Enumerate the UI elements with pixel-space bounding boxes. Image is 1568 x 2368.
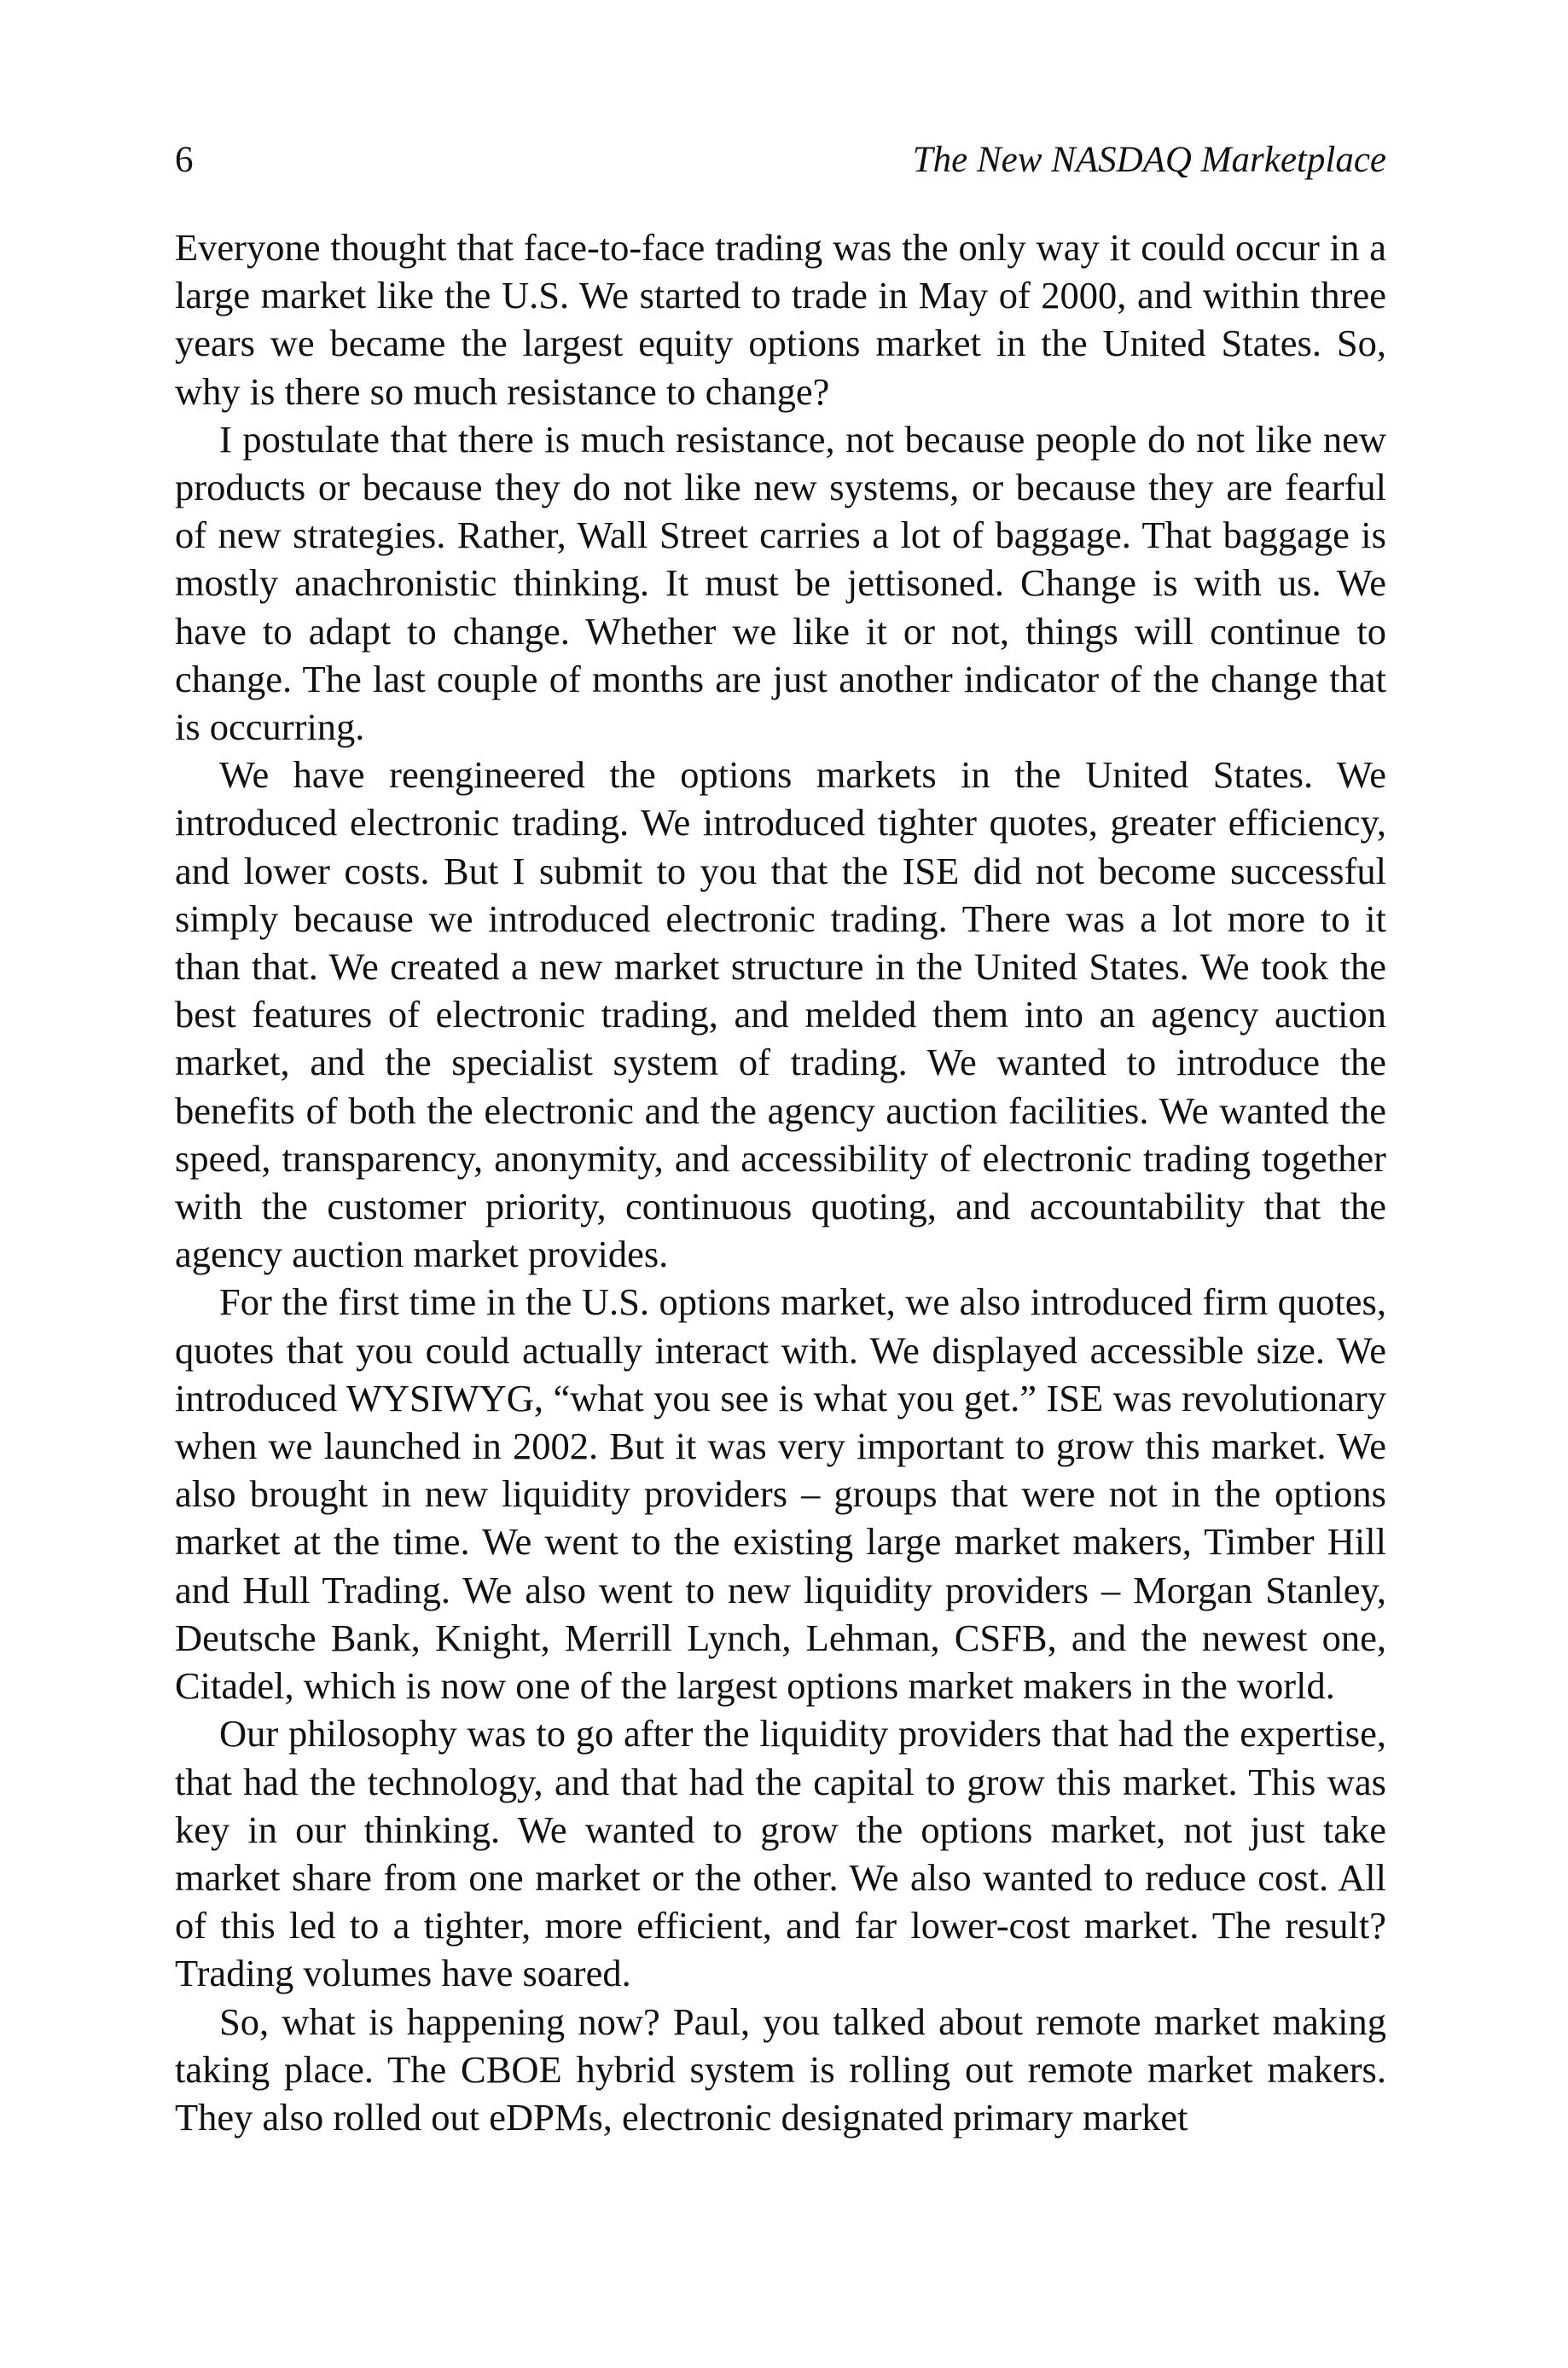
page-number: 6 xyxy=(175,140,194,180)
running-title: The New NASDAQ Marketplace xyxy=(912,140,1386,180)
paragraph: So, what is happening now? Paul, you talked about remote market making taking place. The CBOE hybrid system is rolling out remote market makers. They also rolled out eDPMs, electronic designated primary market xyxy=(175,1999,1386,2139)
body-text xyxy=(175,223,1386,2141)
paragraph: Our philosophy was to go after the liquidity providers that had the expertise, that had the technology, and that had the capital to grow this market. This was key in our thinking. We wanted to grow the options market, not just take market share from one market or the other. We also wanted to reduce cost. All of this led to a tighter, more efficient, and far lower-cost market. The result? Trading volumes have soared. xyxy=(175,1712,1386,1995)
running-header xyxy=(175,135,1386,186)
paragraph: Everyone thought that face-to-face trading was the only way it could occur in a large market like the U.S. We started to trade in May of 2000, and within three years we became the largest equity options market in the United States. So, why is there so much resistance to change? xyxy=(175,226,1386,413)
paragraph: I postulate that there is much resistance, not because people do not like new products or because they do not like new systems, or because they are fearful of new strategies. Rather, Wall Street carries a lot of baggage. That baggage is mostly anachronistic thinking. It must be jettisoned. Change is with us. We have to adapt to change. Whether we like it or not, things will continue to change. The last couple of months are just another indicator of the change that is occurring. xyxy=(175,417,1386,749)
paragraph: We have reengineered the options markets in the United States. We introduced electronic trading. We introduced tighter quotes, greater efficiency, and lower costs. But I submit to you that the ISE did not become successful simply because we introduced electronic trading. There was a lot more to it than that. We created a new market structure in the United States. We took the best features of electronic trading, and melded them into an agency auction market, and the specialist system of trading. We wanted to introduce the benefits of both the electronic and the agency auction facilities. We wanted the speed, transparency, anonymity, and accessibility of electronic trading together with the customer priority, continuous quoting, and accountability that the agency auction market provides. xyxy=(175,753,1386,1276)
paragraph: For the first time in the U.S. options market, we also introduced firm quotes, quotes that you could actually interact with. We displayed accessible size. We introduced WYSIWYG, “what you see is what you get.” ISE was revolutionary when we launched in 2002. But it was very important to grow this market. We also brought in new liquidity providers – groups that were not in the options market at the time. We went to the existing large market makers, Timber Hill and Hull Trading. We also went to new liquidity providers – Morgan Stanley, Deutsche Bank, Knight, Merrill Lynch, Lehman, CSFB, and the newest one, Citadel, which is now one of the largest options market makers in the world. xyxy=(175,1280,1386,1708)
